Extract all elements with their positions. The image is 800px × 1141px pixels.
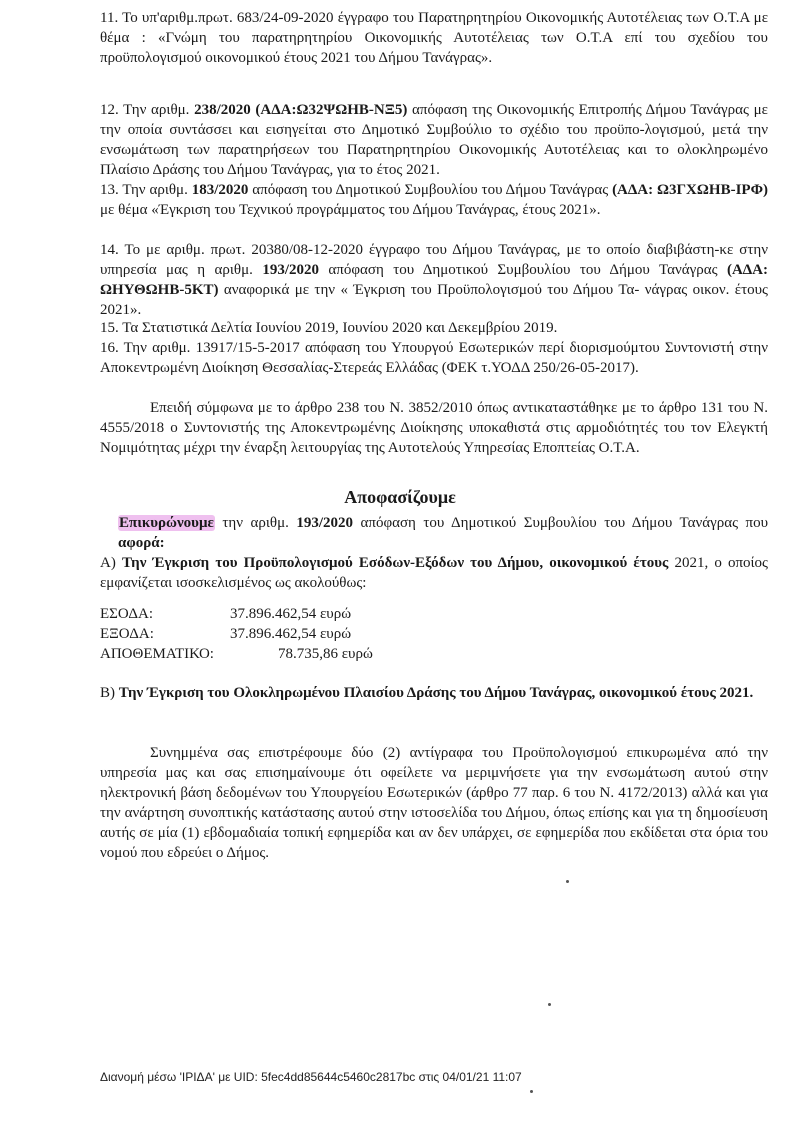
concerns-label: αφορά: — [118, 535, 165, 551]
item-12: 12. Την αριθμ. 238/2020 (ΑΔΑ:Ω32ΨΩΗΒ-ΝΞ5) απόφαση της Οικονομικής Επιτροπής Δήμου Τανάγρας με την οποία συντάσσει και εισηγείται στο Δημοτικό Συμβούλιο το σχέδιο του προϋπο-λογισμού, μετά την ενσωμάτωση των παρατηρήσεων του Παρατηρητηρίου Οικονομικής Αυτοτέλειας και το ολοκληρωμένο Πλαίσιο Δράσης του Δήμου Τανάγρας, για το έτος 2021. — [100, 102, 768, 178]
item-15: 15. Τα Στατιστικά Δελτία Ιουνίου 2019, Ιουνίου 2020 και Δεκεμβρίου 2019. — [100, 320, 558, 336]
item-16: 16. Την αριθμ. 13917/15-5-2017 απόφαση του Υπουργού Εσωτερικών περί διορισμούμτου Συντονιστή στην Αποκεντρωμένη Διοίκηση Θεσσαλίας-Στερεάς Ελλάδας (ΦΕΚ τ.ΥΟΔΔ 250/26-05-2017). — [100, 340, 768, 376]
budget-row-reserve: ΑΠΟΘΕΜΑΤΙΚΟ: 78.735,86 ευρώ — [100, 646, 373, 662]
budget-row-expenses: ΕΞΟΔΑ: 37.896.462,54 ευρώ — [100, 626, 352, 642]
item-14: 14. Το με αριθμ. πρωτ. 20380/08-12-2020 έγγραφο του Δήμου Τανάγρας, με το οποίο διαβιβάστη-κε στην υπηρεσία μας η αριθμ. 193/2020 απόφαση του Δημοτικού Συμβουλίου του Δήμου Τανάγρας (ΑΔΑ: ΩΗΥΘΩΗΒ-5ΚΤ) αναφορικά με την « Έγκριση του Προϋπολογισμού του Δήμου Τα- νάγρας οικον. έτους 2021». — [100, 242, 769, 318]
decision-heading: Αποφασίζουμε — [344, 487, 456, 507]
decision-paragraph: Επικυρώνουμε την αριθμ. 193/2020 απόφαση του Δημοτικού Συμβουλίου του Δήμου Τανάγρας που αφορά: — [118, 515, 769, 551]
scan-speck — [548, 1003, 551, 1006]
decision-number: 193/2020 — [296, 515, 354, 531]
ratify-verb-highlighted: Επικυρώνουμε — [119, 515, 214, 531]
item-13: 13. Την αριθμ. 183/2020 απόφαση του Δημοτικού Συμβουλίου του Δήμου Τανάγρας (ΑΔΑ: Ω3ΓΧΩΗΒ-ΙΡΦ) με θέμα «Έγκριση του Τεχνικού προγράμματος του Δήμου Τανάγρας, έτους 2021». — [100, 182, 769, 218]
point-b: Β) Την Έγκριση του Ολοκληρωμένου Πλαισίου Δράσης του Δήμου Τανάγρας, οικονομικού έτους 2021. — [100, 685, 754, 701]
point-a: Α) Την Έγκριση του Προϋπολογισμού Εσόδων-Εξόδων του Δήμου, οικονομικού έτους 2021, ο οποίος εμφανίζεται ισοσκελισμένος ως ακολούθως: — [100, 555, 769, 591]
distribution-footer: Διανομή μέσω 'ΙΡΙΔΑ' με UID: 5fec4dd85644c5460c2817bc στις 04/01/21 11:07 — [100, 1070, 522, 1084]
ada-code: (ΑΔΑ: ΩΗΥΘΩΗΒ-5ΚΤ) — [100, 262, 769, 298]
scan-speck — [530, 1090, 533, 1093]
item-11: 11. Το υπ'αριθμ.πρωτ. 683/24-09-2020 έγγραφο του Παρατηρητηρίου Οικονομικής Αυτοτέλειας των Ο.Τ.Α με θέμα : «Γνώμη του παρατηρητηρίου Οικονομικής Αυτοτέλειας των Ο.Τ.Α επί του σχεδίου του προϋπολογισμού οικονομικού έτους 2021 του Δήμου Τανάγρας». — [100, 10, 768, 66]
decision-number: 238/2020 (ΑΔΑ:Ω32ΨΩΗΒ-ΝΞ5) — [194, 102, 408, 118]
whereas-paragraph: Επειδή σύμφωνα με το άρθρο 238 του Ν. 3852/2010 όπως αντικαταστάθηκε με το άρθρο 131 του Ν. 4555/2018 ο Συντονιστής της Αποκεντρωμένης Διοίκησης υποκαθιστά στις αρμοδιότητές του τον Ελεγκτή Νομιμότητας μέχρι την έναρξη λειτουργίας της Αυτοτελούς Υπηρεσίας Εποπτείας Ο.Τ.Α. — [100, 400, 768, 456]
decision-number: 193/2020 — [262, 262, 319, 278]
decision-number: 183/2020 — [191, 182, 249, 198]
budget-row-revenue: ΕΣΟΔΑ: 37.896.462,54 ευρώ — [100, 606, 352, 622]
closing-paragraph: Συνημμένα σας επιστρέφουμε δύο (2) αντίγραφα του Προϋπολογισμού επικυρωμένα από την υπηρεσία μας και σας επισημαίνουμε ότι οφείλετε να μεριμνήσετε για την ενσωμάτωση αυτού στην ηλεκτρονική βάση δεδομένων του Υπουργείου Εσωτερικών (άρθρο 77 παρ. 6 του Ν. 4172/2013) αλλά και για την ανάρτηση συνοπτικής κατάστασης αυτού στην ιστοσελίδα του Δήμου, όπως επίσης και για τη δημοσίευση αυτής σε μία (1) εβδομαδιαία τοπική εφημερίδα και αν δεν υπάρχει, σε εφημερίδα που εκδίδεται στα όρια του νομού που εδρεύει ο Δήμος. — [100, 745, 768, 861]
budget-table — [100, 604, 500, 664]
ada-code: (ΑΔΑ: Ω3ΓΧΩΗΒ-ΙΡΦ) — [612, 182, 769, 198]
scan-speck — [566, 880, 569, 883]
